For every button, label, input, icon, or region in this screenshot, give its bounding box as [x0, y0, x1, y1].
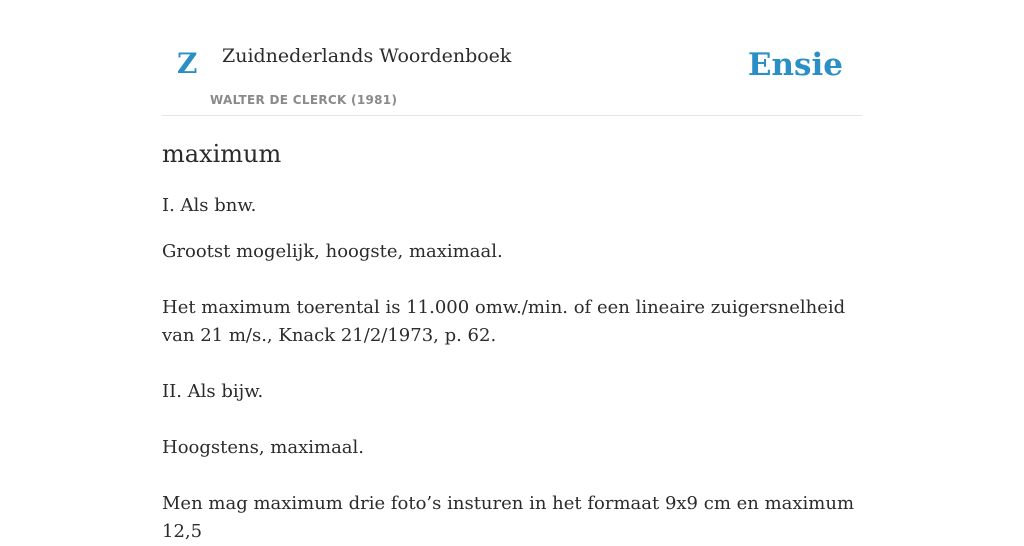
dictionary-title[interactable]: Zuidnederlands Woordenboek: [222, 45, 512, 67]
dictionary-logo[interactable]: Z: [177, 47, 198, 80]
entry-content: [162, 116, 862, 546]
entry-paragraph-definition-1: Grootst mogelijk, hoogste, maximaal.: [162, 241, 503, 262]
ensie-logo-link[interactable]: Ensie: [747, 47, 843, 83]
entry-paragraph-sense-2: II. Als bijw.: [162, 381, 264, 402]
entry-paragraph-example-1: Het maximum toerental is 11.000 omw./min. of een lineaire zuigersnelheid van 21 m/s., Knack 21/2/1973, p. 62.: [162, 297, 846, 346]
entry-headword: maximum: [162, 140, 282, 168]
entry-paragraph-example-2: Men mag maximum drie foto’s insturen in het formaat 9x9 cm en maximum 12,5: [162, 493, 855, 542]
entry-paragraph-definition-2: Hoogstens, maximaal.: [162, 437, 365, 458]
dictionary-header: [162, 0, 862, 116]
page: [162, 0, 862, 546]
dictionary-author: WALTER DE CLERCK (1981): [210, 93, 398, 107]
entry-paragraph-sense-1: I. Als bnw.: [162, 195, 257, 216]
